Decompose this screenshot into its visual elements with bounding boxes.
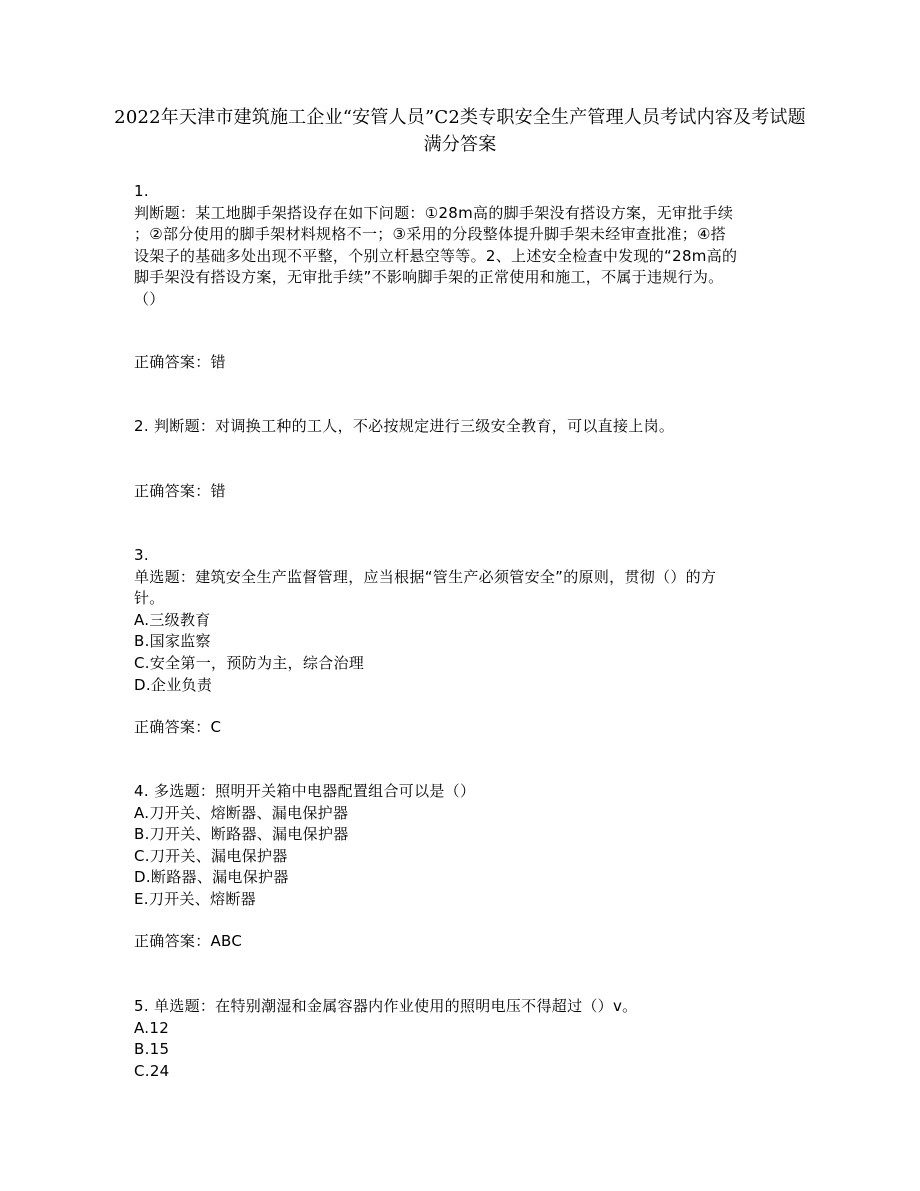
question-stem-line: 2. 判断题：对调换工种的工人，不必按规定进行三级安全教育，可以直接上岗。 xyxy=(134,417,675,435)
option-b: B.国家监察 xyxy=(134,632,211,651)
question-2 xyxy=(134,416,794,438)
answer-1: 正确答案：错 xyxy=(134,353,226,371)
question-stem-line: 单选题：建筑安全生产监督管理，应当根据“管生产必须管安全”的原则，贯彻（）的方 xyxy=(134,567,717,586)
question-stem-line: 脚手架没有搭设方案，无审批手续”不影响脚手架的正常使用和施工，不属于违规行为。 xyxy=(134,268,724,287)
answer-2: 正确答案：错 xyxy=(134,482,226,500)
question-stem-line: ；②部分使用的脚手架材料规格不一；③采用的分段整体提升脚手架未经审查批准；④搭 xyxy=(134,225,727,244)
option-d: D.断路器、漏电保护器 xyxy=(134,868,289,887)
answer-3: 正确答案：C xyxy=(134,718,222,736)
option-c: C.安全第一，预防为主，综合治理 xyxy=(134,653,365,672)
option-c: C.刀开关、漏电保护器 xyxy=(134,846,288,865)
option-a: A.12 xyxy=(134,1018,170,1037)
option-e: E.刀开关、熔断器 xyxy=(134,889,256,908)
question-number: 3. xyxy=(134,546,149,564)
question-number: 1. xyxy=(134,182,149,200)
question-stem-line: （） xyxy=(134,289,165,308)
question-stem-line: 设架子的基础多处出现不平整，个别立杆悬空等等。2、上述安全检查中发现的“28m高的 xyxy=(134,246,738,265)
question-stem-line: 判断题：某工地脚手架搭设存在如下问题：①28m高的脚手架没有搭设方案，无审批手续 xyxy=(134,203,734,222)
question-4 xyxy=(134,781,794,911)
option-c: C.24 xyxy=(134,1061,170,1080)
question-stem-line: 4. 多选题：照明开关箱中电器配置组合可以是（） xyxy=(134,782,476,800)
option-a: A.刀开关、熔断器、漏电保护器 xyxy=(134,803,349,822)
option-d: D.企业负责 xyxy=(134,675,213,694)
option-b: B.15 xyxy=(134,1040,170,1059)
question-1 xyxy=(134,181,794,311)
question-stem-line: 针。 xyxy=(134,589,165,608)
question-stem-line: 5. 单选题：在特别潮湿和金属容器内作业使用的照明电压不得超过（）v。 xyxy=(134,997,638,1015)
option-a: A.三级教育 xyxy=(134,610,211,629)
document-title: 2022年天津市建筑施工企业“安管人员”C2类专职安全生产管理人员考试内容及考试题满分答案 xyxy=(114,107,806,155)
question-5 xyxy=(134,996,794,1082)
question-3 xyxy=(134,545,794,696)
option-b: B.刀开关、断路器、漏电保护器 xyxy=(134,825,349,844)
answer-4: 正确答案：ABC xyxy=(134,932,243,950)
